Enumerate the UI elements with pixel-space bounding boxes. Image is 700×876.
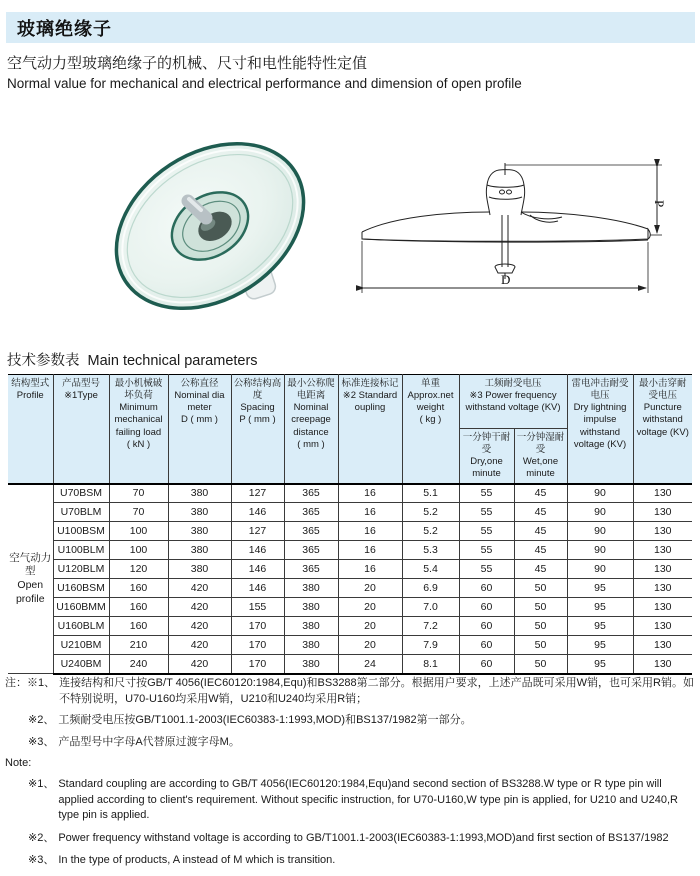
cell: 24	[338, 655, 402, 674]
cell: 20	[338, 598, 402, 617]
cell: 95	[567, 617, 633, 636]
note-text: 产品型号中字母A代替原过渡字母M。	[58, 735, 240, 748]
cell: 70	[109, 484, 168, 503]
cell: 90	[567, 541, 633, 560]
col-failing-load: 最小机械破坏负荷 Minimum mechanical failing load ( kN )	[109, 375, 168, 484]
notes-english-heading: Note:	[5, 757, 32, 770]
col-lightning: 雷电冲击耐受电压 Dry lightning impulse withstand voltage (KV)	[567, 375, 633, 484]
cell: 95	[567, 598, 633, 617]
table-title-cn: 技术参数表	[7, 353, 80, 369]
dim-p-label: P	[652, 200, 667, 208]
cell: 380	[284, 598, 338, 617]
notes-section	[5, 676, 697, 876]
col-dry-withstand: 一分钟干耐受 Dry,one minute	[459, 429, 514, 484]
col-wet-withstand: 一分钟湿耐受 Wet,one minute	[514, 429, 567, 484]
table-row	[8, 655, 692, 674]
table-row	[8, 560, 692, 579]
cell: 380	[284, 636, 338, 655]
figures-row	[0, 100, 700, 340]
parameters-table	[8, 374, 692, 675]
cell-type: U160BMM	[53, 598, 109, 617]
cell: 155	[231, 598, 284, 617]
cell: 120	[109, 560, 168, 579]
cell: 170	[231, 636, 284, 655]
cell: 60	[459, 655, 514, 674]
cell: 170	[231, 655, 284, 674]
table-row	[8, 636, 692, 655]
cell: 45	[514, 560, 567, 579]
note-text: Standard coupling are according to GB/T 4056(IEC60120:1984,Equ)and second section of BS3288.W type or R type pin will applied according to client's requirement. Without specific instruction, for U70-U160,W type pin is applied, for U210 and U240,R type pin is applied.	[58, 778, 678, 822]
cell: 365	[284, 560, 338, 579]
cell: 95	[567, 636, 633, 655]
cell: 60	[459, 598, 514, 617]
cell: 130	[633, 617, 692, 636]
cell: 45	[514, 503, 567, 522]
cell: 8.1	[402, 655, 459, 674]
note-item	[5, 676, 697, 707]
cell: 100	[109, 522, 168, 541]
cell: 20	[338, 617, 402, 636]
cell: 160	[109, 579, 168, 598]
note-item	[28, 853, 697, 869]
cell-type: U160BSM	[53, 579, 109, 598]
cell: 60	[459, 617, 514, 636]
col-type: 产品型号 ※1Type	[53, 375, 109, 484]
note-label: ※1、	[28, 778, 55, 791]
cell: 380	[168, 541, 231, 560]
cell: 170	[231, 617, 284, 636]
cell: 5.3	[402, 541, 459, 560]
cell: 90	[567, 560, 633, 579]
cell: 7.9	[402, 636, 459, 655]
cell: 5.4	[402, 560, 459, 579]
insulator-drawing	[352, 155, 670, 300]
cell: 95	[567, 655, 633, 674]
cell: 16	[338, 541, 402, 560]
cell: 20	[338, 579, 402, 598]
cell: 380	[284, 579, 338, 598]
cell: 45	[514, 484, 567, 503]
page-title: 玻璃绝缘子	[17, 18, 112, 39]
table-row	[8, 484, 692, 503]
note-label: ※2、	[28, 831, 55, 844]
cell: 90	[567, 522, 633, 541]
col-creepage: 最小公称爬电距离 Nominal creepage distance ( mm )	[284, 375, 338, 484]
note-text: In the type of products, A instead of M which is transition.	[58, 854, 336, 867]
cell: 20	[338, 636, 402, 655]
note-item	[28, 735, 697, 751]
cell: 130	[633, 598, 692, 617]
cell: 380	[168, 522, 231, 541]
cell: 420	[168, 617, 231, 636]
cell: 160	[109, 598, 168, 617]
cell: 130	[633, 484, 692, 503]
cell: 50	[514, 655, 567, 674]
note-label: ※3、	[28, 735, 55, 748]
table-title	[7, 349, 258, 370]
cell: 90	[567, 503, 633, 522]
cell: 365	[284, 503, 338, 522]
cell: 16	[338, 560, 402, 579]
cell-type: U70BSM	[53, 484, 109, 503]
cell: 130	[633, 636, 692, 655]
cell: 127	[231, 522, 284, 541]
table-row	[8, 522, 692, 541]
cell: 365	[284, 484, 338, 503]
cell: 380	[168, 484, 231, 503]
table-row	[8, 541, 692, 560]
cell-type: U210BM	[53, 636, 109, 655]
cell: 146	[231, 579, 284, 598]
cell-type: U240BM	[53, 655, 109, 674]
subtitle-chinese: 空气动力型玻璃绝缘子的机械、尺寸和电性能特性定值	[7, 55, 368, 72]
note-item	[28, 777, 697, 824]
cell: 7.0	[402, 598, 459, 617]
col-spacing: 公称结构高度 Spacing P ( mm )	[231, 375, 284, 484]
cell: 50	[514, 598, 567, 617]
cell: 5.2	[402, 522, 459, 541]
cell: 55	[459, 560, 514, 579]
notes-chinese	[5, 676, 697, 750]
cell: 146	[231, 541, 284, 560]
cell: 130	[633, 503, 692, 522]
note-label: ※3、	[28, 854, 55, 867]
cell: 6.9	[402, 579, 459, 598]
cell: 90	[567, 484, 633, 503]
cell: 50	[514, 636, 567, 655]
cell: 420	[168, 655, 231, 674]
cell: 130	[633, 541, 692, 560]
cell: 130	[633, 655, 692, 674]
col-weight: 单重 Approx.net weight ( kg )	[402, 375, 459, 484]
page-header-bar	[6, 12, 695, 43]
col-diameter: 公称直径 Nominal dia meter D ( mm )	[168, 375, 231, 484]
table-title-en: Main technical parameters	[87, 353, 258, 369]
subtitle-block	[7, 52, 697, 91]
note-label: 注：※1、	[5, 677, 56, 689]
cell: 5.2	[402, 503, 459, 522]
cell-type: U120BLM	[53, 560, 109, 579]
col-coupling: 标准连接标记 ※2 Standard oupling	[338, 375, 402, 484]
cell: 365	[284, 541, 338, 560]
cell: 16	[338, 503, 402, 522]
cell: 50	[514, 579, 567, 598]
col-power-frequency: 工频耐受电压 ※3 Power frequency withstand voltage (KV)	[459, 375, 567, 429]
cell: 55	[459, 484, 514, 503]
cell: 16	[338, 522, 402, 541]
cell: 16	[338, 484, 402, 503]
insulator-photo	[105, 128, 320, 328]
cell: 130	[633, 522, 692, 541]
cell-type: U100BLM	[53, 541, 109, 560]
cell: 160	[109, 617, 168, 636]
cell: 55	[459, 541, 514, 560]
cell: 100	[109, 541, 168, 560]
cell: 130	[633, 579, 692, 598]
table-row	[8, 617, 692, 636]
col-profile: 结构型式 Profile	[8, 375, 53, 484]
cell: 50	[514, 617, 567, 636]
cell: 60	[459, 636, 514, 655]
cell: 130	[633, 560, 692, 579]
cell: 380	[168, 560, 231, 579]
cell: 420	[168, 636, 231, 655]
profile-group-cell: 空气动力型 Open profile	[8, 484, 53, 674]
cell: 60	[459, 579, 514, 598]
cell: 380	[284, 655, 338, 674]
table-row	[8, 598, 692, 617]
cell: 7.2	[402, 617, 459, 636]
note-text: 连接结构和尺寸按GB/T 4056(IEC60120:1984,Equ)和BS3288第二部分。根据用户要求，上述产品既可采用W销，也可采用R销。如不特别说明，U70-U160均采用W销，U210和U240均采用R销；	[59, 677, 694, 705]
cell: 45	[514, 541, 567, 560]
note-text: Power frequency withstand voltage is according to GB/T1001.1-2003(IEC60383-1:1993,MOD)and first section of BS137/1982	[58, 831, 669, 844]
table-row	[8, 503, 692, 522]
cell: 420	[168, 598, 231, 617]
note-item	[28, 713, 697, 729]
cell: 95	[567, 579, 633, 598]
cell: 240	[109, 655, 168, 674]
cell: 45	[514, 522, 567, 541]
cell: 146	[231, 560, 284, 579]
cell: 365	[284, 522, 338, 541]
cell: 420	[168, 579, 231, 598]
note-item	[28, 831, 697, 847]
cell-type: U100BSM	[53, 522, 109, 541]
notes-english	[5, 777, 697, 869]
cell: 146	[231, 503, 284, 522]
cell: 70	[109, 503, 168, 522]
cell: 210	[109, 636, 168, 655]
cell-type: U160BLM	[53, 617, 109, 636]
dim-d-label: D	[501, 272, 511, 287]
col-puncture: 最小击穿耐受电压 Puncture withstand voltage (KV)	[633, 375, 692, 484]
note-text: 工频耐受电压按GB/T1001.1-2003(IEC60383-1:1993,MOD)和BS137/1982第一部分。	[58, 714, 472, 727]
cell: 55	[459, 522, 514, 541]
cell: 380	[168, 503, 231, 522]
cell: 380	[284, 617, 338, 636]
cell: 55	[459, 503, 514, 522]
table-row	[8, 579, 692, 598]
subtitle-english: Normal value for mechanical and electrical performance and dimension of open profile	[7, 76, 522, 91]
cell: 127	[231, 484, 284, 503]
note-label: ※2、	[28, 714, 55, 727]
cell: 5.1	[402, 484, 459, 503]
cell-type: U70BLM	[53, 503, 109, 522]
